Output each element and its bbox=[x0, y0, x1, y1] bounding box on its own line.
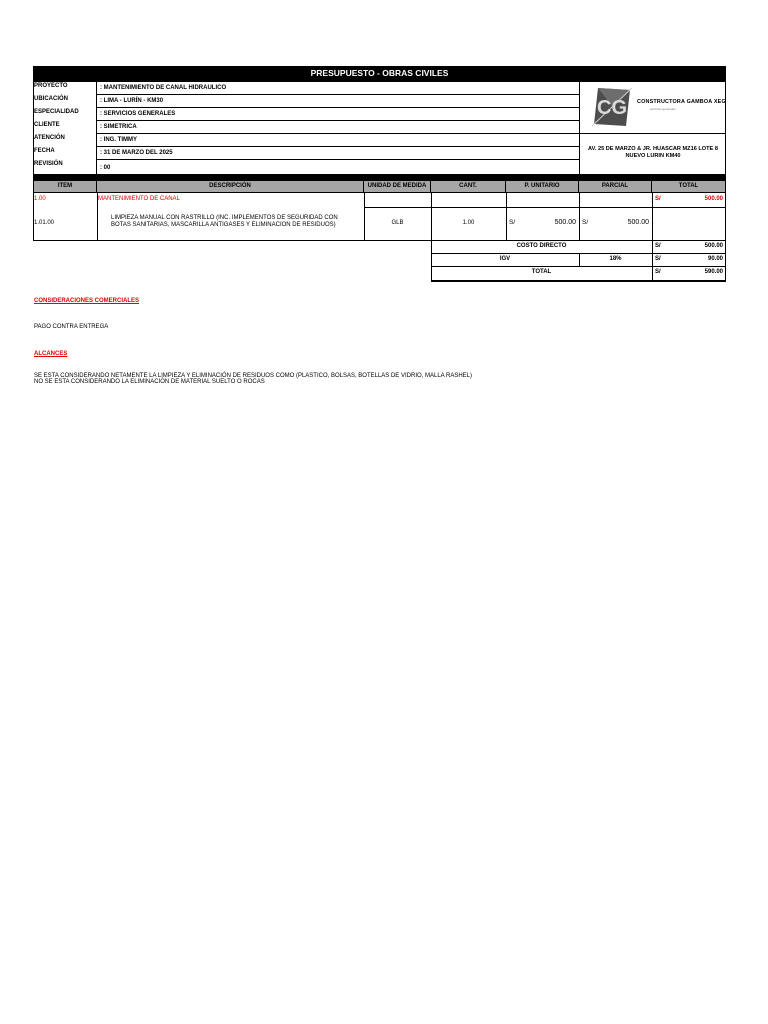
scope-text bbox=[34, 373, 472, 385]
costo-directo-currency: S/ bbox=[655, 243, 661, 249]
commercial-title: CONSIDERACIONES COMERCIALES bbox=[34, 298, 140, 304]
divider bbox=[364, 207, 726, 208]
commercial-text: PAGO CONTRA ENTREGA bbox=[34, 324, 109, 330]
row-unit-currency: S/ bbox=[509, 219, 516, 226]
divider bbox=[431, 266, 726, 267]
logo-letters: CG bbox=[597, 97, 627, 119]
costo-directo-label: COSTO DIRECTO bbox=[516, 243, 567, 249]
row-description-line-2: BOTAS SANITARIAS, MASCARILLA ANTIGASES Y ELIMINACION DE RESIDUOS) bbox=[111, 222, 336, 228]
row-unit: GLB bbox=[391, 220, 404, 226]
divider bbox=[431, 280, 726, 282]
row-description bbox=[111, 215, 338, 229]
row-unit-price: 500.00 bbox=[554, 219, 576, 226]
col-header-item: ITEM bbox=[33, 180, 97, 193]
section-description: MANTENIMIENTO DE CANAL bbox=[98, 196, 180, 202]
label-fecha: FECHA bbox=[33, 147, 97, 160]
company-logo-box bbox=[579, 81, 726, 134]
section-item: 1.00 bbox=[34, 196, 46, 202]
label-especialidad: ESPECIALIDAD bbox=[33, 108, 97, 121]
value-revision: : 00 bbox=[100, 165, 111, 171]
row-partial-currency: S/ bbox=[582, 219, 589, 226]
divider bbox=[364, 193, 365, 241]
igv-label: IGV bbox=[499, 256, 511, 262]
igv-value: 90.00 bbox=[707, 256, 723, 262]
divider bbox=[725, 193, 726, 241]
company-tagline: servicios generales bbox=[650, 107, 676, 111]
total-value: 590.00 bbox=[704, 269, 723, 275]
company-name: CONSTRUCTORA GAMBOA XEG bbox=[637, 99, 726, 105]
costo-directo-value: 500.00 bbox=[704, 243, 723, 249]
document-title: PRESUPUESTO - OBRAS CIVILES bbox=[33, 66, 726, 81]
col-header-p-unitario: P. UNITARIO bbox=[506, 180, 579, 193]
address-line-1: AV. 25 DE MARZO & JR. HUASCAR MZ16 LOTE 8 bbox=[588, 146, 718, 152]
igv-currency: S/ bbox=[655, 256, 661, 262]
label-revision: REVISIÓN bbox=[33, 160, 97, 175]
col-header-unidad: UNIDAD DE MEDIDA bbox=[364, 180, 431, 193]
value-cliente: : SIMETRICA bbox=[97, 121, 579, 134]
company-logo-icon bbox=[590, 86, 634, 128]
divider bbox=[652, 240, 653, 282]
value-especialidad: : SERVICIOS GENERALES bbox=[97, 108, 579, 121]
value-proyecto: : MANTENIMIENTO DE CANAL HIDRAULICO bbox=[97, 82, 579, 95]
col-header-parcial: PARCIAL bbox=[579, 180, 652, 193]
divider bbox=[506, 193, 507, 241]
value-fecha: : 31 DE MARZO DEL 2025 bbox=[97, 147, 579, 160]
total-currency: S/ bbox=[655, 269, 661, 275]
divider bbox=[652, 193, 653, 241]
row-description-line-1: LIMPIEZA MANUAL CON RASTRILLO (INC. IMPLEMENTOS DE SEGURIDAD CON bbox=[111, 215, 338, 221]
label-proyecto: PROYECTO bbox=[33, 82, 97, 95]
company-address bbox=[579, 134, 726, 175]
row-item: 1.01.00 bbox=[34, 220, 55, 226]
total-label: TOTAL bbox=[531, 269, 552, 275]
scope-title: ALCANCES bbox=[34, 351, 68, 357]
address-line-2: NUEVO LURIN KM40 bbox=[625, 153, 681, 159]
scope-line-2: NO SE ESTA CONSIDERANDO LA ELIMINACIÓN DE MATERIAL SUELTO O ROCAS bbox=[34, 379, 265, 385]
col-header-descripcion: DESCRIPCIÓN bbox=[97, 180, 364, 193]
scope-line-1: SE ESTA CONSIDERANDO NETAMENTE LA LIMPIEZA Y ELIMINACIÓN DE RESIDUOS COMO (PLASTICO, BOLSAS, BOTELLAS DE VIDRIO, MALLA RASHEL) bbox=[34, 373, 472, 379]
section-total: 500.00 bbox=[704, 196, 723, 202]
col-header-total: TOTAL bbox=[652, 180, 726, 193]
section-total-currency: S/ bbox=[655, 196, 661, 202]
value-atencion: : ING. TIMMY bbox=[97, 134, 579, 147]
label-ubicacion: UBICACIÓN bbox=[33, 95, 97, 108]
row-qty: 1.00 bbox=[462, 220, 475, 226]
value-ubicacion: : LIMA - LURÍN - KM30 bbox=[97, 95, 579, 108]
igv-rate: 18% bbox=[609, 256, 622, 262]
label-atencion: ATENCIÓN bbox=[33, 134, 97, 147]
divider bbox=[431, 193, 432, 241]
row-partial: 500.00 bbox=[627, 219, 649, 226]
col-header-cant: CANT. bbox=[431, 180, 506, 193]
label-cliente: CLIENTE bbox=[33, 121, 97, 134]
divider bbox=[579, 193, 580, 241]
